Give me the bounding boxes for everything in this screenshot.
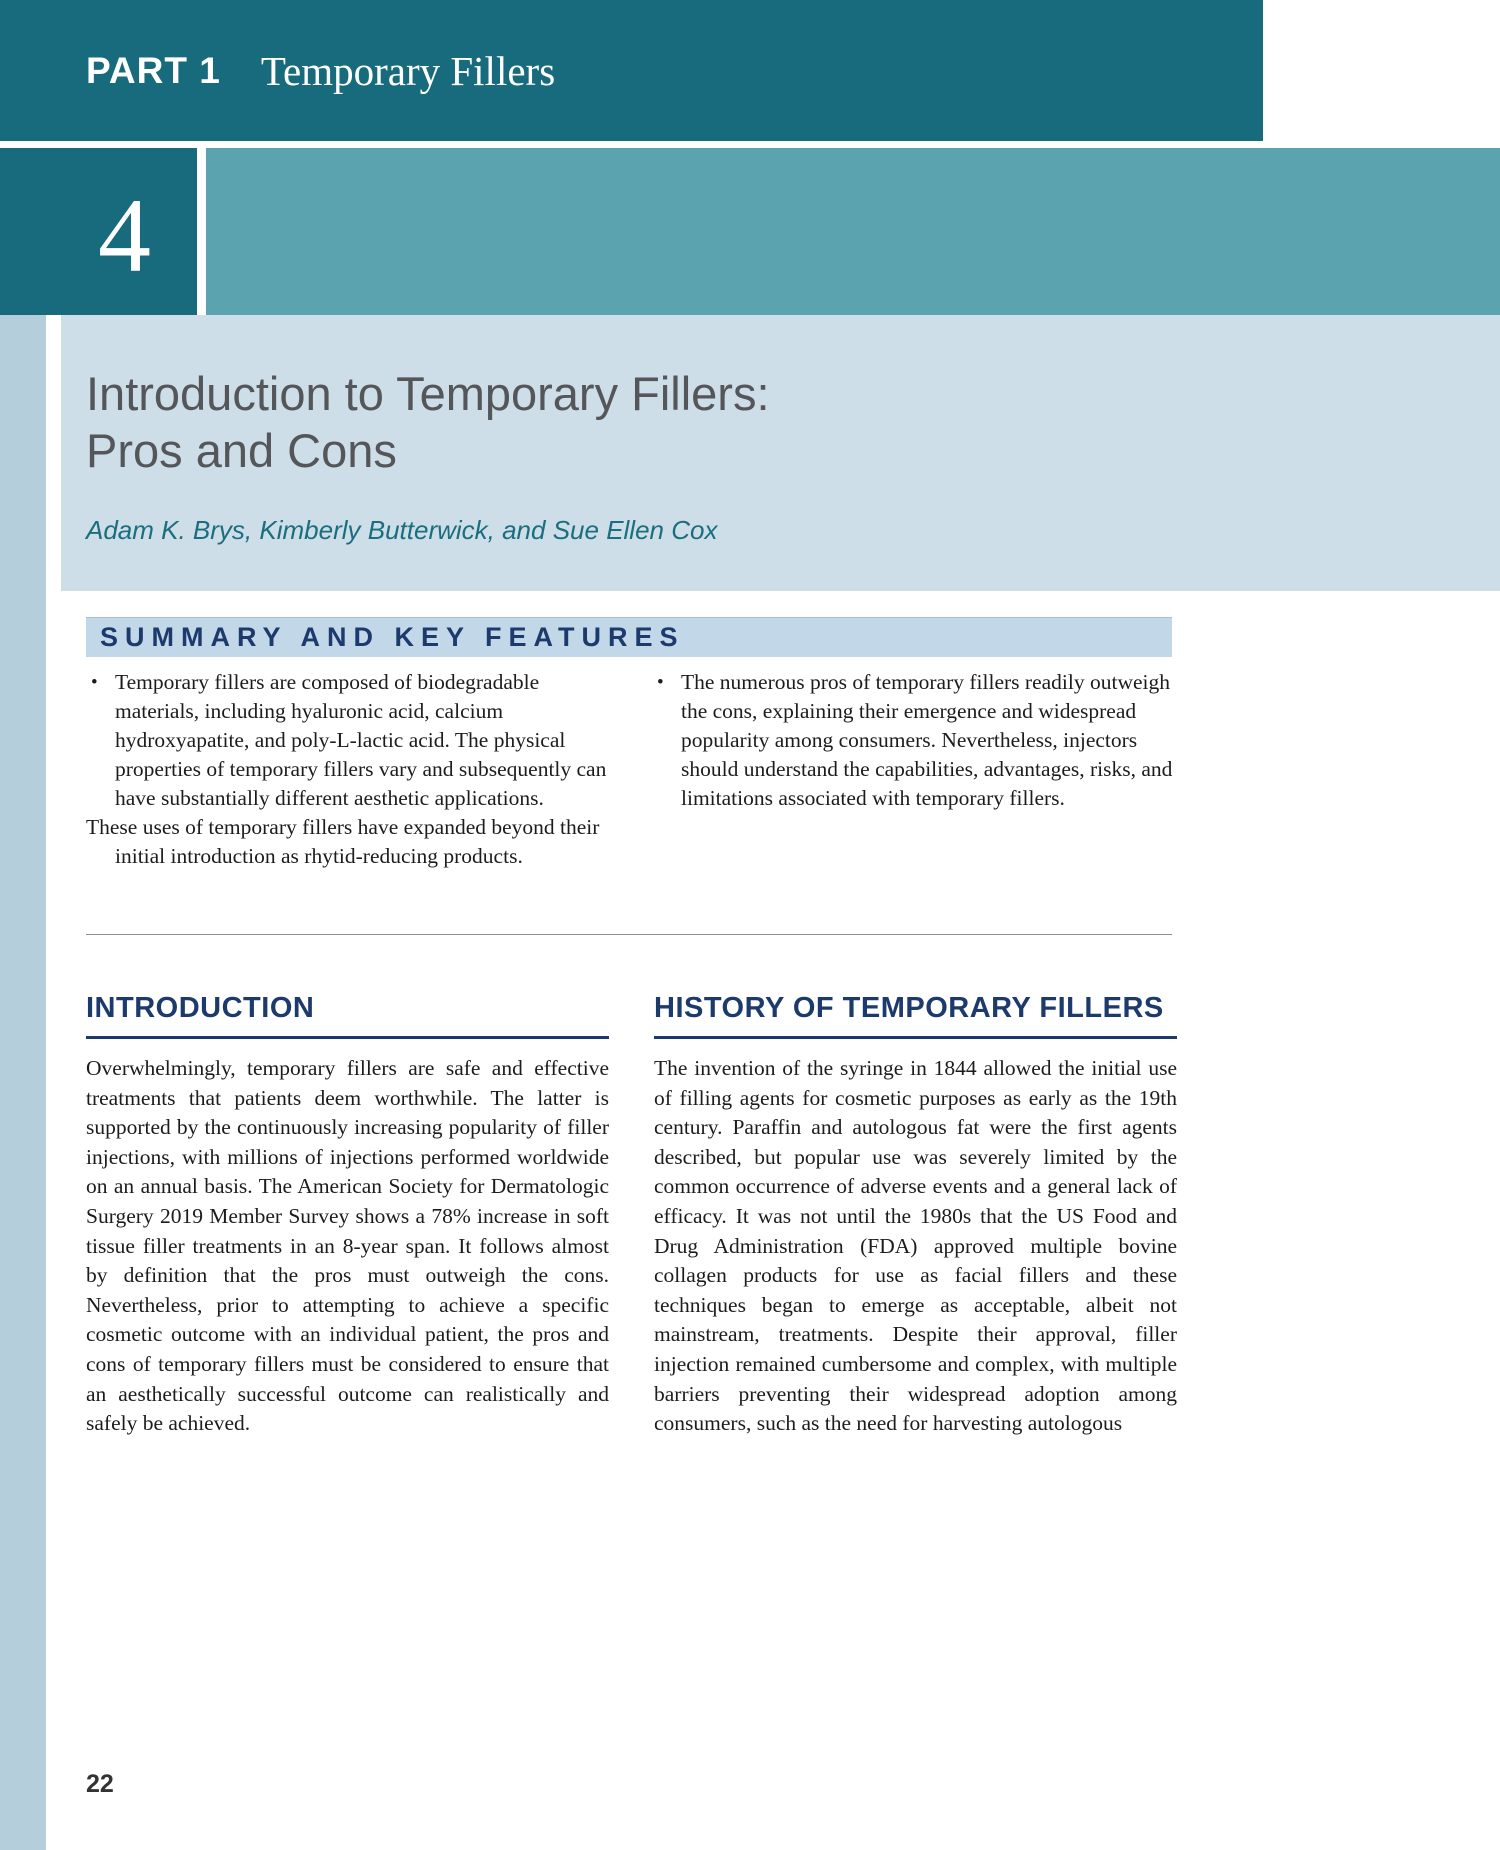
left-margin-strip	[0, 315, 46, 1850]
summary-left-column	[86, 668, 607, 871]
part-label: PART 1	[86, 49, 221, 91]
summary-item-text: The numerous pros of temporary fillers readily outweigh the cons, explaining their emergence and widespread popularity among consumers. Nevertheless, injectors should understand the capabilities, advantages, risks, and limitations associated with temporary fillers.	[681, 670, 1173, 810]
part-banner	[0, 0, 1263, 141]
introduction-paragraph: Overwhelmingly, temporary fillers are safe and effective treatments that patients deem worthwhile. The latter is supported by the continuously increasing popularity of filler injections, with millions of injections performed worldwide on an annual basis. The American Society for Dermatologic Surgery 2019 Member Survey shows a 78% increase in soft tissue filler treatments in an 8-year span. It follows almost by definition that the pros must outweigh the cons. Nevertheless, prior to attempting to achieve a specific cosmetic outcome with an individual patient, the pros and cons of temporary fillers must be considered to ensure that an aesthetically successful outcome can realistically and safely be achieved.	[86, 1056, 609, 1436]
authors-line: Adam K. Brys, Kimberly Butterwick, and Sue Ellen Cox	[86, 515, 718, 545]
history-paragraph: The invention of the syringe in 1844 allowed the initial use of filling agents for cosmetic purposes as early as the 19th century. Paraffin and autologous fat were the first agents described, but popular use was severely limited by the common occurrence of adverse events and a general lack of efficacy. It was not until the 1980s that the US Food and Drug Administration (FDA) approved multiple bovine collagen products for use as facial fillers and these techniques began to emerge as acceptable, albeit not mainstream, treatments. Despite their approval, filler injection remained cumbersome and complex, with multiple barriers preventing their widespread adoption among consumers, such as the need for harvesting autologous	[654, 1056, 1177, 1436]
summary-heading-band	[86, 617, 1172, 657]
summary-columns	[86, 668, 1172, 871]
part-title: Temporary Fillers	[260, 47, 556, 94]
section-heading-history: HISTORY OF TEMPORARY FILLERS	[654, 992, 1177, 1039]
section-heading-introduction: INTRODUCTION	[86, 992, 609, 1039]
summary-item	[86, 668, 607, 813]
summary-right-column	[652, 668, 1173, 871]
section-divider-rule	[86, 934, 1172, 935]
summary-heading: SUMMARY AND KEY FEATURES	[100, 622, 685, 652]
history-column	[654, 992, 1177, 1439]
chapter-accent-bar	[206, 148, 1500, 315]
chapter-title	[86, 365, 1500, 479]
introduction-column	[86, 992, 609, 1439]
chapter-title-line2: Pros and Cons	[86, 424, 397, 477]
summary-item	[652, 668, 1173, 813]
chapter-title-line1: Introduction to Temporary Fillers:	[86, 367, 770, 420]
chapter-number-box	[0, 148, 197, 315]
summary-item: These uses of temporary fillers have expanded beyond their initial introduction as rhytid-reducing products.	[86, 815, 600, 868]
page-number: 22	[86, 1770, 114, 1798]
chapter-title-band	[61, 315, 1500, 591]
summary-item-text: Temporary fillers are composed of biodegradable materials, including hyaluronic acid, calcium hydroxyapatite, and poly-L-lactic acid. The physical properties of temporary fillers vary and subsequently can have substantially different aesthetic applications.	[115, 670, 607, 810]
bullet-icon: •	[91, 672, 98, 693]
bullet-icon: •	[657, 672, 664, 693]
body-columns	[86, 992, 1176, 1439]
chapter-number: 4	[98, 176, 151, 294]
